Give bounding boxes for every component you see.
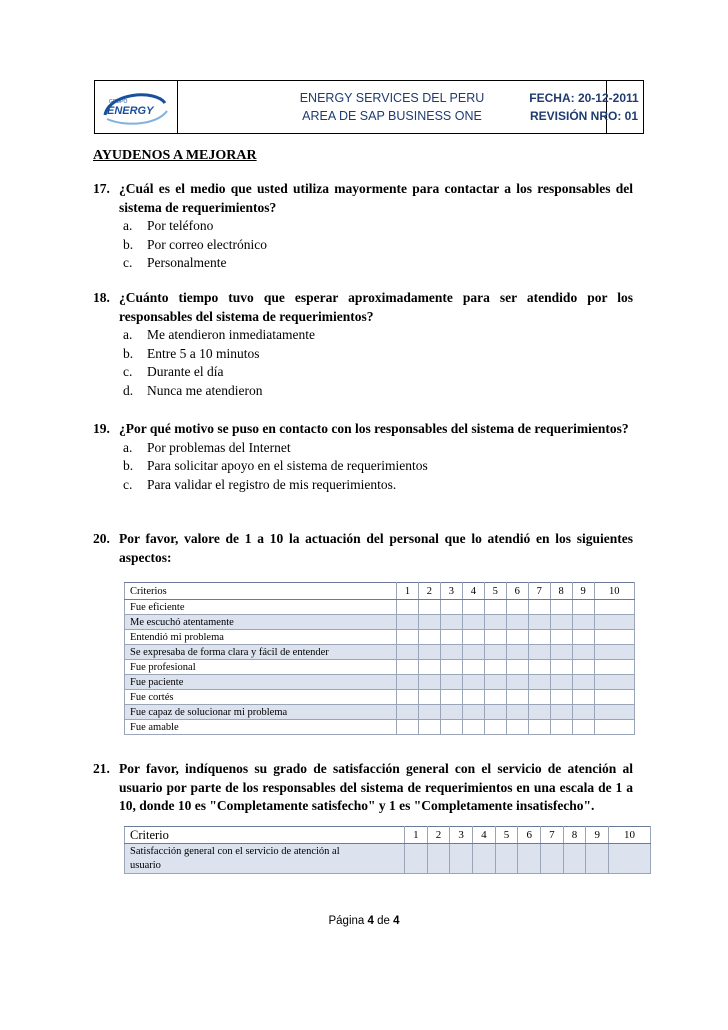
rating-cell[interactable] (506, 630, 528, 645)
rating-cell[interactable] (572, 705, 594, 720)
table-row (125, 600, 635, 615)
question-text: ¿Por qué motivo se puso en contacto con los responsables del sistema de requerimientos? (119, 421, 629, 436)
rating-cell[interactable] (462, 705, 484, 720)
scale-header: 7 (528, 583, 550, 600)
rating-cell[interactable] (427, 844, 450, 874)
question-text: ¿Cuánto tiempo tuvo que esperar aproximadamente para ser atendido por los responsables del sistema de requerimientos? (119, 290, 633, 324)
table-row (125, 720, 635, 735)
company-cell (178, 81, 607, 133)
rating-cell[interactable] (550, 630, 572, 645)
rating-cell[interactable] (506, 720, 528, 735)
svg-text:GRUPO: GRUPO (109, 99, 128, 105)
table-header-row (125, 583, 635, 600)
rating-cell[interactable] (528, 630, 550, 645)
question-18 (93, 289, 633, 400)
scale-header: 1 (397, 583, 419, 600)
rating-cell[interactable] (572, 675, 594, 690)
rating-cell[interactable] (484, 615, 506, 630)
rating-cell[interactable] (418, 630, 440, 645)
rating-cell[interactable] (484, 720, 506, 735)
scale-header: 4 (462, 583, 484, 600)
rating-cell[interactable] (518, 844, 541, 874)
scale-header: 8 (550, 583, 572, 600)
rating-cell[interactable] (440, 675, 462, 690)
rating-cell[interactable] (506, 645, 528, 660)
rating-cell[interactable] (405, 844, 428, 874)
rating-cell[interactable] (594, 675, 634, 690)
rating-cell[interactable] (528, 720, 550, 735)
criteria-label: Entendió mi problema (125, 630, 397, 645)
question-number: 21. (93, 761, 110, 776)
rating-cell[interactable] (594, 645, 634, 660)
rating-cell[interactable] (506, 615, 528, 630)
table-header-row (125, 827, 651, 844)
rating-cell[interactable] (528, 660, 550, 675)
table-row (125, 675, 635, 690)
table-row (125, 844, 651, 874)
section-title: AYUDENOS A MEJORAR (93, 148, 257, 163)
scale-header: 6 (518, 827, 541, 844)
criteria-label: Fue amable (125, 720, 397, 735)
table-row (125, 630, 635, 645)
rating-cell[interactable] (397, 705, 419, 720)
rating-cell[interactable] (541, 844, 564, 874)
rating-cell[interactable] (462, 600, 484, 615)
rating-cell[interactable] (563, 844, 586, 874)
criteria-header: Criterio (125, 827, 405, 844)
scale-header: 10 (609, 827, 651, 844)
rating-table-20 (124, 582, 635, 735)
option-item: c. Durante el día (123, 364, 224, 379)
rating-cell[interactable] (397, 630, 419, 645)
rating-cell[interactable] (450, 844, 473, 874)
question-text: ¿Cuál es el medio que usted utiliza mayormente para contactar a los responsables del sistema de requerimientos? (119, 181, 633, 215)
rating-cell[interactable] (528, 705, 550, 720)
rating-cell[interactable] (550, 720, 572, 735)
table-row (125, 660, 635, 675)
rating-cell[interactable] (418, 615, 440, 630)
rating-cell[interactable] (462, 645, 484, 660)
rating-cell[interactable] (550, 600, 572, 615)
scale-header: 10 (594, 583, 634, 600)
rating-cell[interactable] (594, 720, 634, 735)
energy-logo-icon (95, 81, 177, 133)
header-date: FECHA: 20-12-2011 (529, 91, 639, 105)
scale-header: 5 (495, 827, 518, 844)
rating-cell[interactable] (440, 720, 462, 735)
criteria-label: Fue paciente (125, 675, 397, 690)
option-item: a. Por teléfono (123, 218, 214, 233)
question-text: Por favor, indíquenos su grado de satisfacción general con el servicio de atención al usuario por parte de los responsables del sistema de requerimientos en una escala de 1 a 10, donde 10 es "Completamente satisfecho" y 1 es "Completamente insatisfecho". (119, 761, 633, 813)
rating-cell[interactable] (418, 600, 440, 615)
svg-text:ENERGY: ENERGY (107, 105, 154, 117)
rating-cell[interactable] (594, 660, 634, 675)
rating-cell[interactable] (550, 705, 572, 720)
rating-cell[interactable] (462, 630, 484, 645)
rating-cell[interactable] (462, 675, 484, 690)
rating-cell[interactable] (572, 645, 594, 660)
table-row (125, 645, 635, 660)
rating-cell[interactable] (609, 844, 651, 874)
option-item: b. Por correo electrónico (123, 236, 267, 252)
rating-cell[interactable] (473, 844, 496, 874)
rating-cell[interactable] (572, 660, 594, 675)
rating-cell[interactable] (397, 720, 419, 735)
rating-cell[interactable] (528, 600, 550, 615)
question-17 (93, 180, 633, 273)
scale-header: 6 (506, 583, 528, 600)
rating-cell[interactable] (506, 675, 528, 690)
document-header (94, 80, 644, 134)
question-number: 19. (93, 421, 110, 436)
rating-cell[interactable] (418, 660, 440, 675)
criteria-label: Fue capaz de solucionar mi problema (125, 705, 397, 720)
rating-cell[interactable] (594, 600, 634, 615)
rating-cell[interactable] (418, 690, 440, 705)
rating-cell[interactable] (462, 615, 484, 630)
rating-cell[interactable] (397, 600, 419, 615)
table-row (125, 705, 635, 720)
rating-cell[interactable] (462, 720, 484, 735)
rating-cell[interactable] (495, 844, 518, 874)
rating-cell[interactable] (506, 690, 528, 705)
rating-cell[interactable] (528, 645, 550, 660)
rating-cell[interactable] (528, 690, 550, 705)
rating-cell[interactable] (440, 630, 462, 645)
criteria-label: Se expresaba de forma clara y fácil de entender (125, 645, 397, 660)
rating-cell[interactable] (484, 630, 506, 645)
criteria-label: Fue cortés (125, 690, 397, 705)
rating-table-21 (124, 826, 651, 874)
option-item: b. Entre 5 a 10 minutos (123, 345, 260, 361)
rating-cell[interactable] (484, 690, 506, 705)
rating-cell[interactable] (506, 600, 528, 615)
scale-header: 3 (440, 583, 462, 600)
rating-cell[interactable] (550, 675, 572, 690)
option-item: c. Para validar el registro de mis requerimientos. (123, 476, 397, 492)
rating-cell[interactable] (506, 705, 528, 720)
scale-header: 7 (541, 827, 564, 844)
rating-cell[interactable] (418, 705, 440, 720)
rating-cell[interactable] (572, 630, 594, 645)
rating-cell[interactable] (594, 615, 634, 630)
criteria-label: Me escuchó atentamente (125, 615, 397, 630)
company-name: ENERGY SERVICES DEL PERU (299, 91, 485, 105)
scale-header: 9 (572, 583, 594, 600)
rating-cell[interactable] (397, 645, 419, 660)
rating-cell[interactable] (506, 660, 528, 675)
rating-cell[interactable] (594, 705, 634, 720)
rating-cell[interactable] (440, 615, 462, 630)
rating-cell[interactable] (550, 660, 572, 675)
rating-cell[interactable] (418, 720, 440, 735)
rating-cell[interactable] (528, 675, 550, 690)
question-number: 17. (93, 181, 110, 196)
rating-cell[interactable] (572, 600, 594, 615)
rating-cell[interactable] (572, 690, 594, 705)
scale-header: 8 (563, 827, 586, 844)
rating-cell[interactable] (397, 675, 419, 690)
rating-cell[interactable] (397, 660, 419, 675)
option-item: a. Me atendieron inmediatamente (123, 327, 315, 342)
rating-cell[interactable] (594, 630, 634, 645)
scale-header: 5 (484, 583, 506, 600)
criteria-label: Fue profesional (125, 660, 397, 675)
rating-cell[interactable] (572, 615, 594, 630)
rating-cell[interactable] (440, 705, 462, 720)
rating-cell[interactable] (594, 690, 634, 705)
logo-cell (95, 81, 178, 133)
option-item: b. Para solicitar apoyo en el sistema de requerimientos (123, 458, 428, 473)
scale-header: 1 (405, 827, 428, 844)
area-name: AREA DE SAP BUSINESS ONE (302, 109, 482, 123)
rating-cell[interactable] (484, 660, 506, 675)
scale-header: 3 (450, 827, 473, 844)
header-revision: REVISIÓN NRO: 01 (529, 109, 639, 123)
option-item: a. Por problemas del Internet (123, 439, 291, 455)
rating-cell[interactable] (440, 645, 462, 660)
rating-cell[interactable] (462, 660, 484, 675)
rating-cell[interactable] (440, 660, 462, 675)
rating-cell[interactable] (462, 690, 484, 705)
table-row (125, 690, 635, 705)
scale-header: 9 (586, 827, 609, 844)
rating-cell[interactable] (550, 690, 572, 705)
criteria-header: Criterios (125, 583, 397, 600)
rating-cell[interactable] (440, 690, 462, 705)
rating-cell[interactable] (397, 690, 419, 705)
criteria-label: Satisfacción general con el servicio de atención al usuario (125, 844, 405, 874)
rating-cell[interactable] (550, 645, 572, 660)
table-row (125, 615, 635, 630)
question-21 (93, 760, 633, 816)
page-footer: Página 4 de 4 (328, 915, 400, 927)
rating-cell[interactable] (397, 615, 419, 630)
rating-cell[interactable] (484, 705, 506, 720)
rating-cell[interactable] (418, 645, 440, 660)
question-text: Por favor, valore de 1 a 10 la actuación del personal que lo atendió en los siguientes aspectos: (119, 531, 633, 565)
option-item: c. Personalmente (123, 255, 227, 270)
rating-cell[interactable] (484, 600, 506, 615)
rating-cell[interactable] (484, 675, 506, 690)
scale-header: 2 (418, 583, 440, 600)
question-number: 18. (93, 290, 110, 305)
rating-cell[interactable] (550, 615, 572, 630)
rating-cell[interactable] (418, 675, 440, 690)
question-20 (93, 530, 633, 567)
rating-cell[interactable] (528, 615, 550, 630)
criteria-label: Fue eficiente (125, 600, 397, 615)
rating-cell[interactable] (586, 844, 609, 874)
question-19 (93, 420, 633, 494)
scale-header: 2 (427, 827, 450, 844)
rating-cell[interactable] (572, 720, 594, 735)
rating-cell[interactable] (484, 645, 506, 660)
scale-header: 4 (473, 827, 496, 844)
rating-cell[interactable] (440, 600, 462, 615)
question-number: 20. (93, 531, 110, 546)
option-item: d. Nunca me atendieron (123, 382, 263, 398)
